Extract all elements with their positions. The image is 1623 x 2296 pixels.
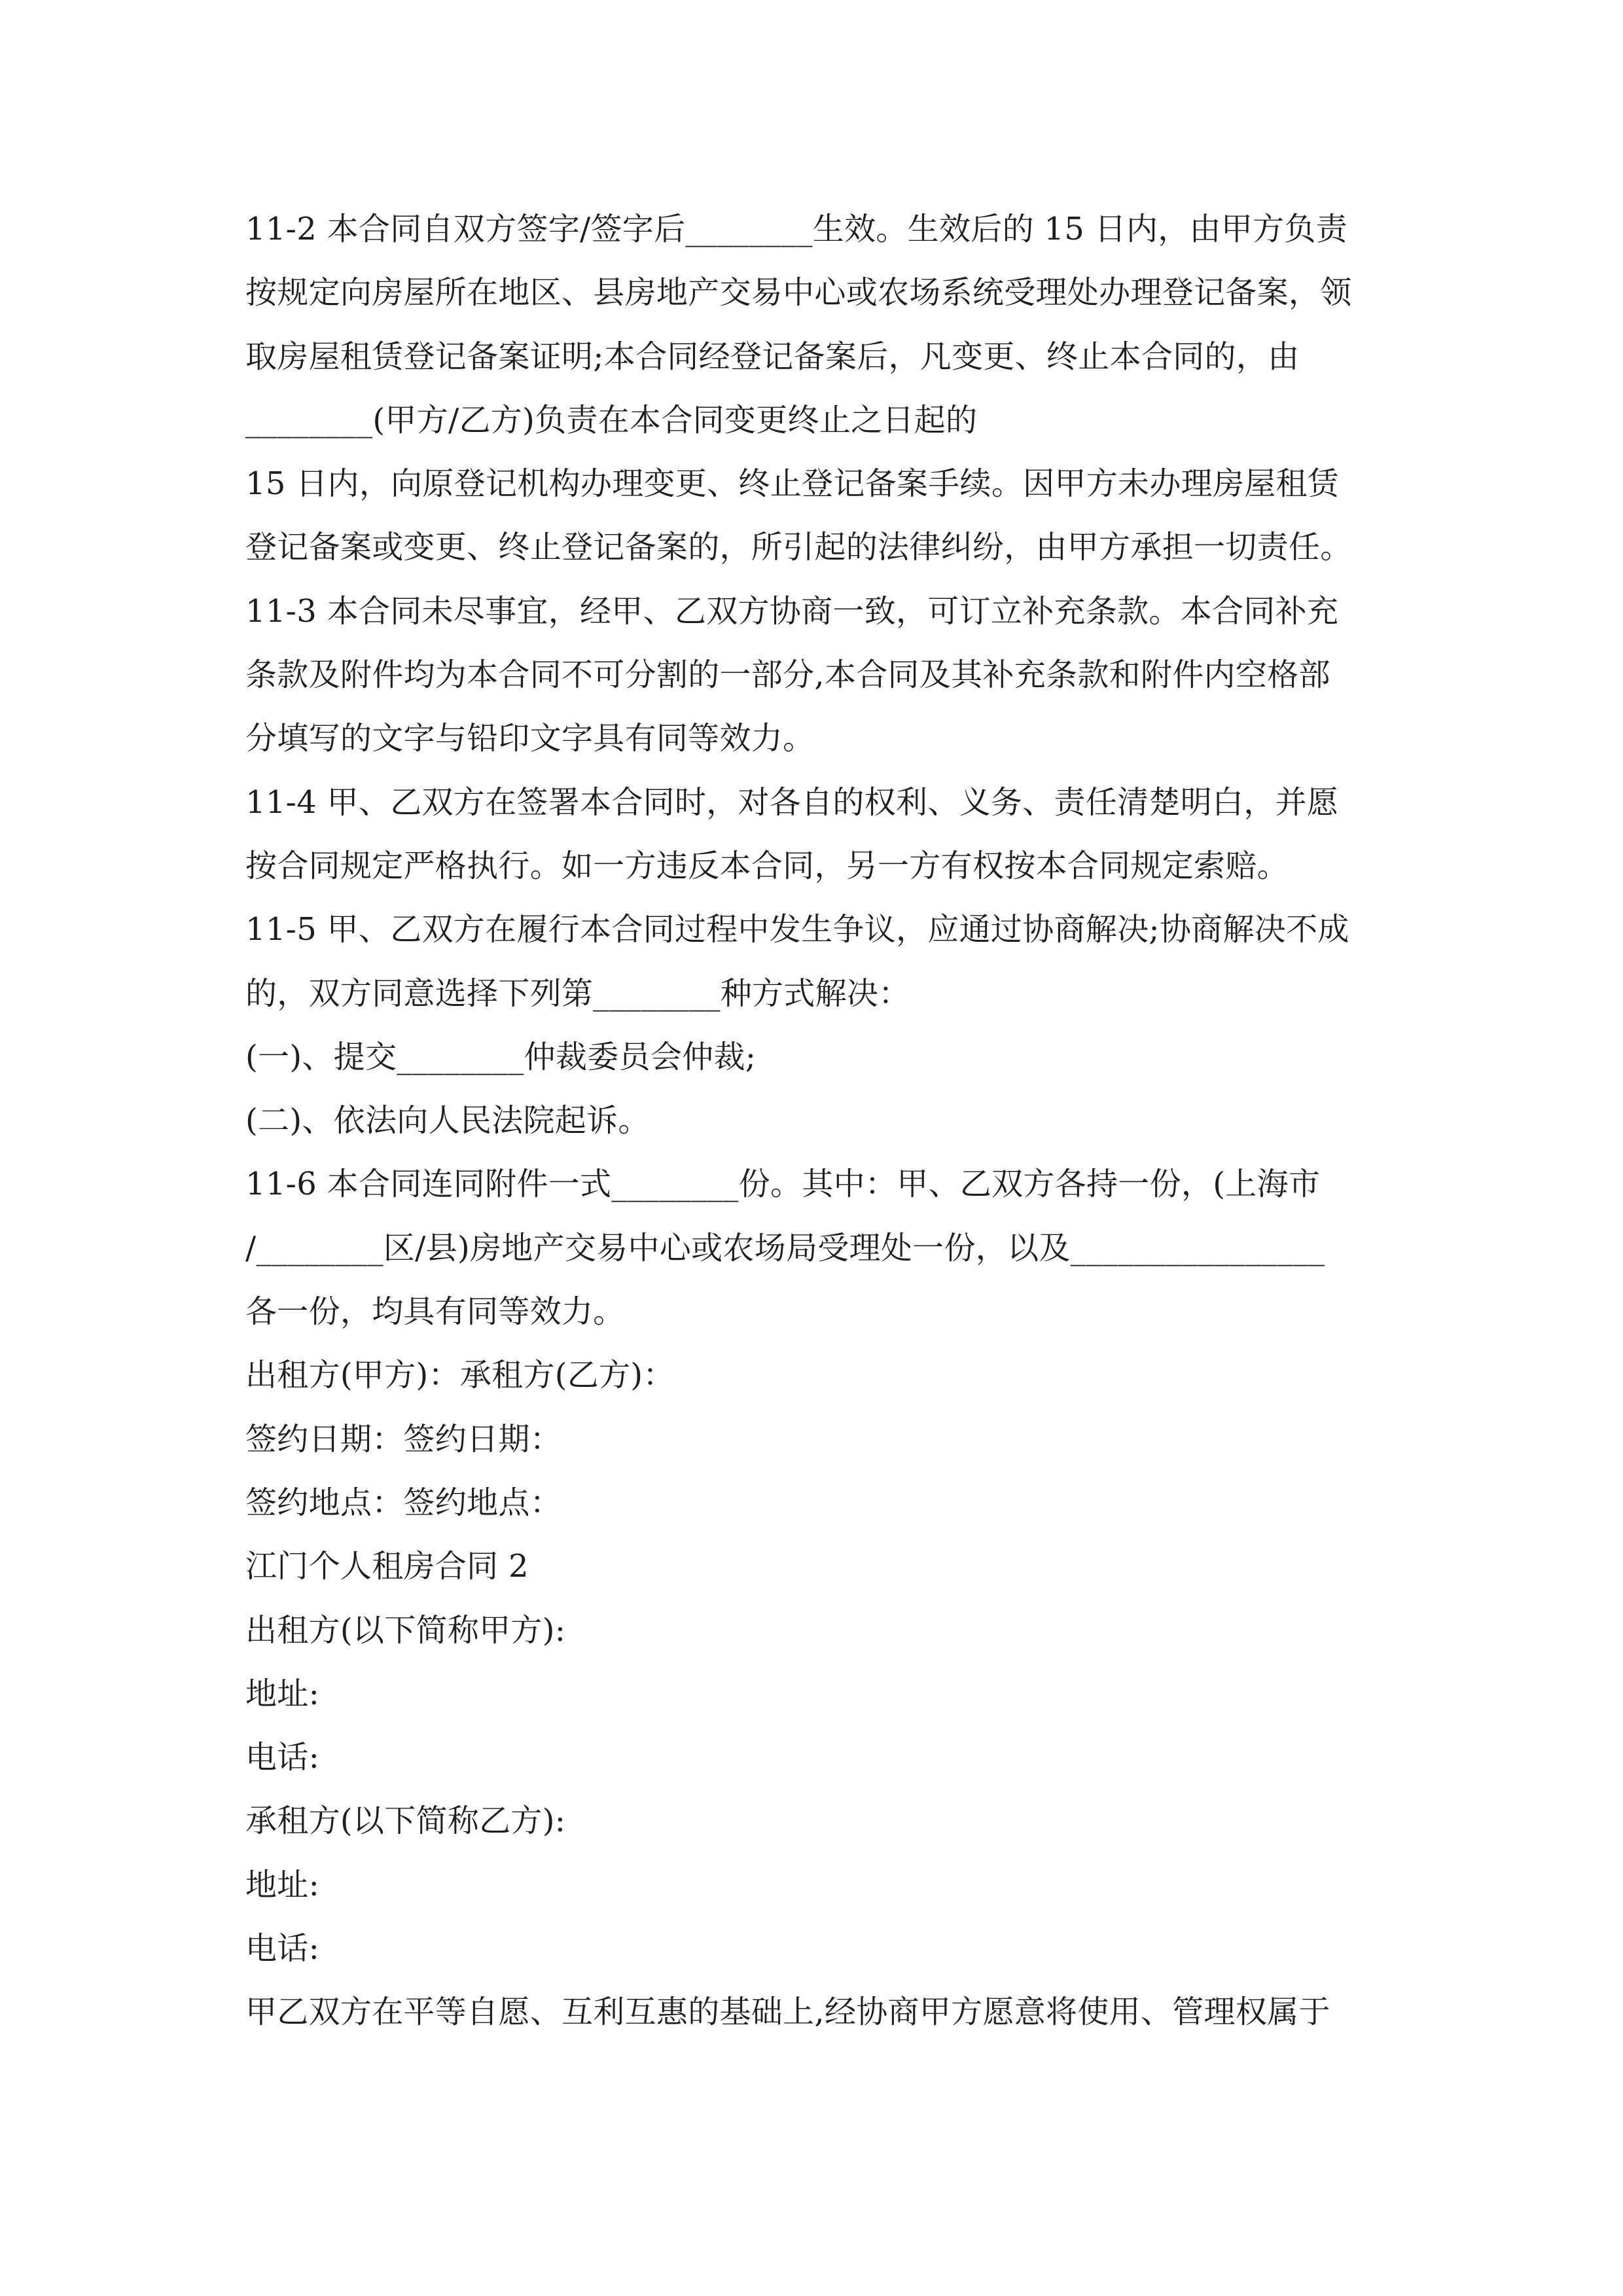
contract-intro: 甲乙双方在平等自愿、互利互惠的基础上,经协商甲方愿意将使用、管理权属于 bbox=[245, 1994, 1330, 2031]
party-a-phone-label: 电话: bbox=[245, 1739, 320, 1776]
clause-line: 分填写的文字与铅印文字具有同等效力。 bbox=[245, 720, 815, 757]
clause-line: 11-4 甲、乙双方在签署本合同时，对各自的权利、义务、责任清楚明白，并愿 bbox=[245, 783, 1339, 821]
signature-parties: 出租方(甲方)：承租方(乙方)： bbox=[245, 1357, 675, 1394]
clause-line: 取房屋租赁登记备案证明;本合同经登记备案后，凡变更、终止本合同的，由 bbox=[245, 338, 1300, 375]
clause-line: 11-2 本合同自双方签字/签字后________生效。生效后的 15 日内，由甲方负责 bbox=[245, 211, 1348, 247]
clause-line: 按合同规定严格执行。如一方违反本合同，另一方有权按本合同规定索赔。 bbox=[245, 847, 1289, 884]
clause-line: 11-6 本合同连同附件一式________份。其中：甲、乙双方各持一份，(上海市 bbox=[245, 1166, 1321, 1203]
clause-11-6 bbox=[245, 1153, 1397, 1344]
clause-line: 各一份，均具有同等效力。 bbox=[245, 1293, 625, 1331]
dispute-option-litigation: (二)、依法向人民法院起诉。 bbox=[245, 1102, 650, 1139]
clause-line: 条款及附件均为本合同不可分割的一部分,本合同及其补充条款和附件内空格部 bbox=[245, 656, 1330, 694]
clause-line: ________(甲方/乙方)负责在本合同变更终止之日起的 bbox=[245, 401, 978, 439]
party-a-heading: 出租方(以下简称甲方): bbox=[245, 1611, 566, 1649]
clause-line: 15 日内，向原登记机构办理变更、终止登记备案手续。因甲方未办理房屋租赁 bbox=[245, 465, 1340, 503]
contract-title: 江门个人租房合同 2 bbox=[245, 1548, 529, 1585]
signature-place: 签约地点：签约地点： bbox=[245, 1484, 562, 1521]
clause-11-3 bbox=[245, 580, 1397, 771]
clause-11-2 bbox=[245, 198, 1397, 580]
clause-line: 的，双方同意选择下列第________种方式解决： bbox=[245, 975, 910, 1012]
clause-line: 登记备案或变更、终止登记备案的，所引起的法律纠纷，由甲方承担一切责任。 bbox=[245, 529, 1352, 566]
clause-11-5 bbox=[245, 898, 1397, 1153]
clause-line: /________区/县)房地产交易中心或农场局受理处一份，以及________________ bbox=[245, 1229, 1325, 1266]
party-a-address-label: 地址: bbox=[245, 1675, 320, 1712]
party-b-phone-label: 电话: bbox=[245, 1930, 320, 1967]
clause-line: 11-3 本合同未尽事宜，经甲、乙双方协商一致，可订立补充条款。本合同补充 bbox=[245, 592, 1339, 630]
clause-11-4 bbox=[245, 771, 1397, 899]
party-b-heading: 承租方(以下简称乙方): bbox=[245, 1803, 566, 1840]
party-b-address-label: 地址: bbox=[245, 1866, 320, 1903]
signature-block bbox=[245, 1344, 1397, 1535]
signature-date: 签约日期：签约日期： bbox=[245, 1420, 562, 1458]
dispute-option-arbitration: (一)、提交________仲裁委员会仲裁; bbox=[245, 1038, 757, 1075]
second-contract bbox=[245, 1535, 1397, 2044]
document-body bbox=[245, 198, 1397, 2045]
clause-line: 按规定向房屋所在地区、县房地产交易中心或农场系统受理处办理登记备案，领 bbox=[245, 274, 1352, 312]
clause-line: 11-5 甲、乙双方在履行本合同过程中发生争议，应通过协商解决;协商解决不成 bbox=[245, 911, 1349, 948]
